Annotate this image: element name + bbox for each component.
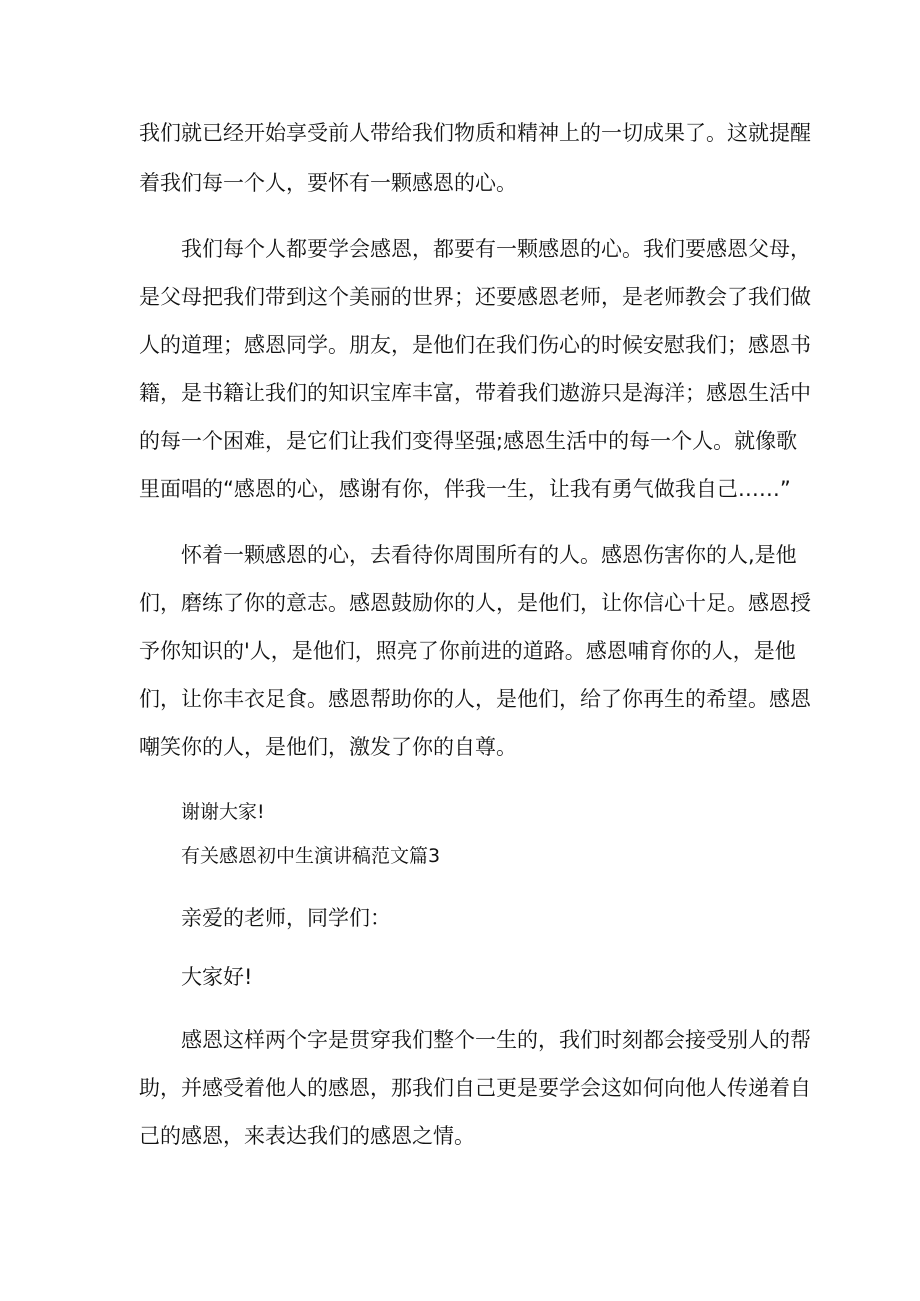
- paragraph-2-line-5: 的每一个困难，是它们让我们变得坚强;感恩生活中的每一个人。就像歌: [139, 429, 798, 453]
- paragraph-3-line-4: 们，让你丰衣足食。感恩帮助你的人，是他们，给了你再生的希望。感恩: [139, 687, 811, 711]
- paragraph-2-line-2: 是父母把我们带到这个美丽的世界；还要感恩老师，是老师教会了我们做: [139, 285, 811, 309]
- paragraph-1-line-1: 我们就已经开始享受前人带给我们物质和精神上的一切成果了。这就提醒: [139, 121, 811, 145]
- paragraph-2-line-4: 籍，是书籍让我们的知识宝库丰富，带着我们遨游只是海洋；感恩生活中: [139, 381, 811, 405]
- paragraph-2-line-6: 里面唱的“感恩的心，感谢有你，伴我一生，让我有勇气做我自己……”: [139, 477, 791, 501]
- paragraph-3-line-5: 嘲笑你的人，是他们，激发了你的自尊。: [139, 735, 517, 759]
- paragraph-2-line-3: 人的道理；感恩同学。朋友，是他们在我们伤心的时候安慰我们；感恩书: [139, 333, 811, 357]
- paragraph-1-line-2: 着我们每一个人，要怀有一颗感恩的心。: [139, 171, 517, 195]
- paragraph-2-line-1: 我们每个人都要学会感恩，都要有一颗感恩的心。我们要感恩父母，: [181, 237, 811, 261]
- paragraph-3-line-1: 怀着一颗感恩的心，去看待你周围所有的人。感恩伤害你的人,是他: [181, 543, 797, 567]
- salutation: 亲爱的老师，同学们：: [181, 906, 391, 930]
- paragraph-4-line-3: 己的感恩，来表达我们的感恩之情。: [139, 1124, 475, 1148]
- greeting: 大家好!: [181, 965, 253, 989]
- section-heading: 有关感恩初中生演讲稿范文篇3: [181, 845, 441, 867]
- paragraph-3-line-2: 们，磨练了你的意志。感恩鼓励你的人，是他们，让你信心十足。感恩授: [139, 591, 811, 615]
- paragraph-4-line-1: 感恩这样两个字是贯穿我们整个一生的，我们时刻都会接受别人的帮: [181, 1028, 811, 1052]
- paragraph-3-line-3: 予你知识的'人，是他们，照亮了你前进的道路。感恩哺育你的人，是他: [139, 639, 796, 663]
- closing-thanks: 谢谢大家!: [181, 801, 265, 823]
- paragraph-4-line-2: 助，并感受着他人的感恩，那我们自己更是要学会这如何向他人传递着自: [139, 1076, 811, 1100]
